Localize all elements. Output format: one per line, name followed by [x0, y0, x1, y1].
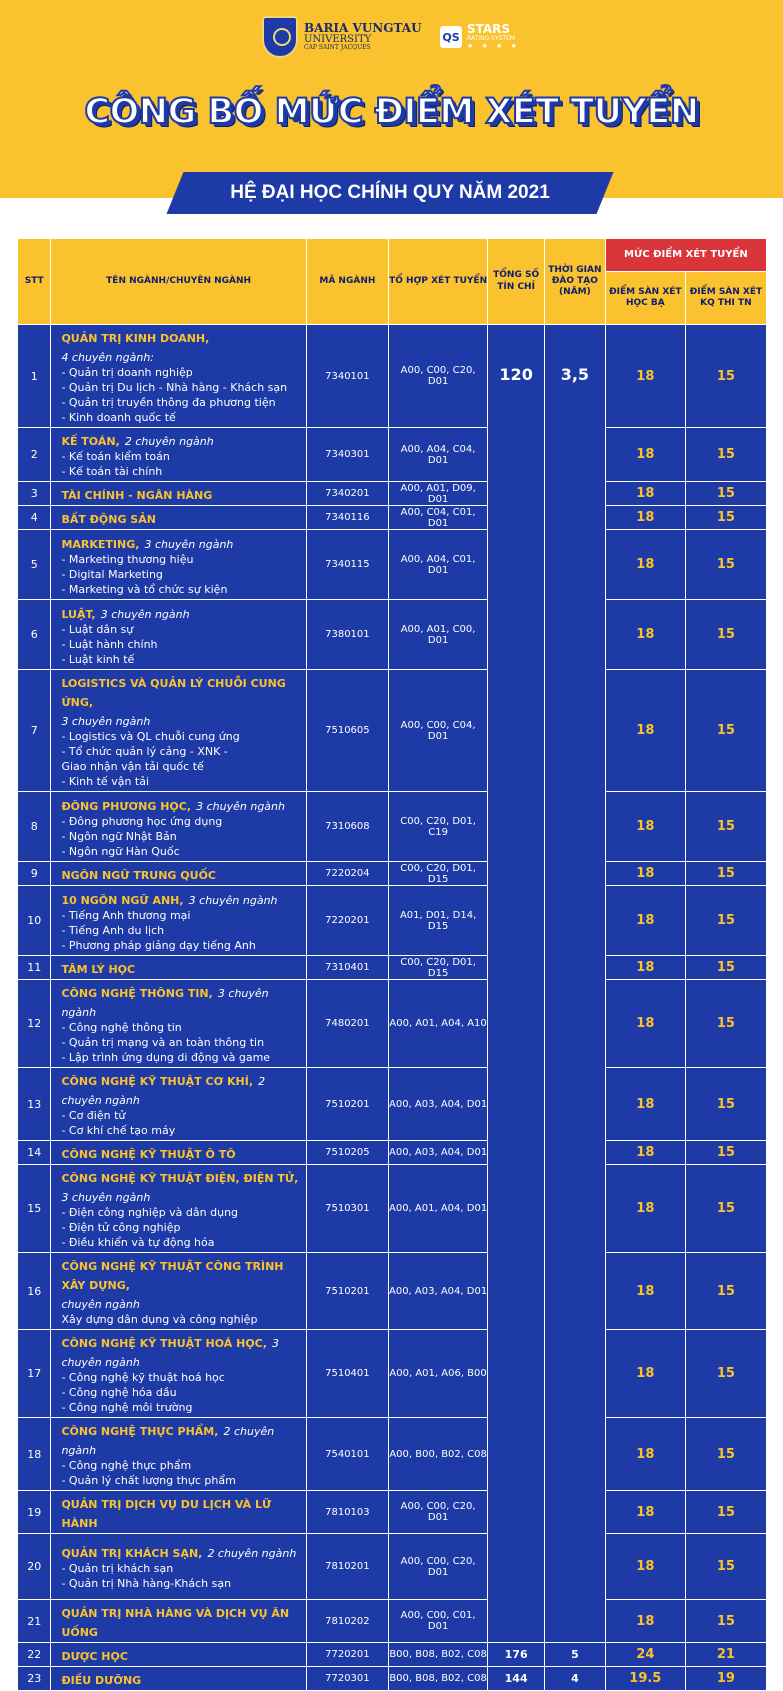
- cell-code: 7540101: [306, 1418, 388, 1491]
- cell-stt: 2: [18, 428, 51, 482]
- cell-score2: 15: [685, 325, 766, 428]
- cell-score2: 15: [685, 506, 766, 530]
- cell-combo: A00, B00, B02, C08: [388, 1418, 487, 1491]
- header-stt: STT: [18, 239, 51, 325]
- specialization-item: - Quản trị mạng và an toàn thông tin: [61, 1036, 265, 1049]
- cell-score1: 18: [605, 862, 685, 886]
- university-tagline: CAP SAINT JACQUES: [304, 44, 371, 52]
- program-name: CÔNG NGHỆ KỸ THUẬT Ô TÔ: [61, 1148, 236, 1161]
- cell-duration-shared: [545, 325, 606, 1643]
- cell-code: 7510205: [306, 1141, 388, 1165]
- specialization-item: - Công nghệ thông tin: [61, 1021, 182, 1034]
- cell-duration: 5: [545, 1643, 606, 1667]
- cell-score1: 18: [605, 325, 685, 428]
- program-note: 4 chuyên ngành:: [61, 351, 155, 364]
- cell-stt: 13: [18, 1068, 51, 1141]
- program-name: TÀI CHÍNH - NGÂN HÀNG: [61, 489, 213, 502]
- cell-score1: 18: [605, 980, 685, 1068]
- cell-score2: 21: [685, 1643, 766, 1667]
- cell-code: 7720301: [306, 1667, 388, 1691]
- cell-credits: 176: [488, 1643, 545, 1667]
- specialization-item: - Tiếng Anh thương mại: [61, 908, 191, 922]
- specialization-item: - Công nghệ hóa dầu: [61, 1386, 177, 1399]
- cell-score2: 15: [685, 980, 766, 1068]
- university-shield-icon: [262, 16, 298, 58]
- qs-stars-icon: QS: [440, 26, 462, 48]
- cell-score1: 18: [605, 1165, 685, 1253]
- cell-combo: A00, A01, D09, D01: [388, 482, 487, 506]
- table-row: [18, 506, 767, 530]
- cell-program: [51, 1643, 306, 1667]
- specialization-item: - Luật dân sự: [61, 622, 134, 636]
- cell-score1: 18: [605, 1141, 685, 1165]
- specialization-item: - Công nghệ môi trường: [61, 1401, 193, 1414]
- table-row: [18, 482, 767, 506]
- header-code: MÃ NGÀNH: [306, 239, 388, 325]
- cell-stt: 6: [18, 600, 51, 670]
- table-row: [18, 1141, 767, 1165]
- cell-score1: 18: [605, 1253, 685, 1330]
- table-row: [18, 670, 767, 792]
- cell-program: [51, 530, 306, 600]
- cell-score1: 19.5: [605, 1667, 685, 1691]
- cell-program: [51, 600, 306, 670]
- cell-code: 7510301: [306, 1165, 388, 1253]
- header-score2: ĐIỂM SÀN XÉT KQ THI TN: [685, 272, 766, 325]
- cell-code: 7340116: [306, 506, 388, 530]
- cell-code: 7480201: [306, 980, 388, 1068]
- university-logo: [262, 14, 422, 60]
- cell-score2: 15: [685, 1418, 766, 1491]
- cell-program: [51, 956, 306, 980]
- program-note: 3 chuyên ngành: [61, 1337, 280, 1369]
- cell-score2: 15: [685, 956, 766, 980]
- cell-stt: 19: [18, 1491, 51, 1534]
- cell-score2: 15: [685, 886, 766, 956]
- cell-combo: C00, C20, D01, D15: [388, 862, 487, 886]
- cell-score2: 15: [685, 1491, 766, 1534]
- specialization-item: - Luật hành chính: [61, 637, 158, 651]
- program-note: 3 chuyên ngành: [61, 715, 151, 728]
- cell-score1: 18: [605, 1418, 685, 1491]
- stars-logo-line3: ★ ★ ★ ★: [467, 42, 520, 51]
- admission-score-table: [17, 238, 767, 1691]
- university-name-line2: UNIVERSITY: [304, 33, 372, 45]
- cell-program: [51, 428, 306, 482]
- program-note: 2 chuyên ngành: [207, 1547, 297, 1560]
- cell-code: 7220201: [306, 886, 388, 956]
- cell-score2: 19: [685, 1667, 766, 1691]
- cell-code: 7310608: [306, 792, 388, 862]
- cell-code: 7510605: [306, 670, 388, 792]
- table-row: [18, 428, 767, 482]
- cell-program: [51, 1418, 306, 1491]
- program-name: BẤT ĐỘNG SẢN: [61, 513, 156, 526]
- program-note: 3 chuyên ngành: [61, 1191, 151, 1204]
- cell-combo: A00, A01, A04, A10: [388, 980, 487, 1068]
- table-body: [18, 325, 767, 1691]
- specialization-item: - Phương pháp giảng dạy tiếng Anh: [61, 938, 256, 952]
- cell-credits: 144: [488, 1667, 545, 1691]
- cell-combo: A00, C00, C20, D01: [388, 1491, 487, 1534]
- cell-combo: A00, C04, C01, D01: [388, 506, 487, 530]
- specialization-item: - Đông phương học ứng dụng: [61, 814, 223, 828]
- cell-score2: 15: [685, 1141, 766, 1165]
- specialization-item: Xây dựng dân dụng và công nghiệp: [61, 1313, 258, 1326]
- header-duration: THỜI GIAN ĐÀO TẠO (NĂM): [545, 239, 606, 325]
- cell-code: 7310401: [306, 956, 388, 980]
- cell-score1: 18: [605, 1600, 685, 1643]
- stars-logo-line2: RATING SYSTEM: [467, 35, 515, 43]
- table-row: [18, 1165, 767, 1253]
- cell-score1: 18: [605, 530, 685, 600]
- cell-combo: A00, A04, C04, D01: [388, 428, 487, 482]
- program-name: QUẢN TRỊ DỊCH VỤ DU LỊCH VÀ LỮ HÀNH: [61, 1498, 272, 1530]
- specialization-item: - Công nghệ thực phẩm: [61, 1459, 192, 1472]
- specialization-item: - Quản trị doanh nghiệp: [61, 366, 193, 379]
- specialization-item: - Kinh tế vận tải: [61, 775, 150, 788]
- cell-stt: 10: [18, 886, 51, 956]
- cell-stt: 22: [18, 1643, 51, 1667]
- specialization-item: - Công nghệ kỹ thuật hoá học: [61, 1371, 225, 1384]
- page-subtitle: HỆ ĐẠI HỌC CHÍNH QUY NĂM 2021: [230, 182, 550, 203]
- program-name: CÔNG NGHỆ THỰC PHẨM,: [61, 1425, 219, 1438]
- program-name: KẾ TOÁN,: [61, 435, 120, 448]
- cell-stt: 9: [18, 862, 51, 886]
- specialization-item: - Tiếng Anh du lịch: [61, 923, 165, 937]
- cell-score2: 15: [685, 1330, 766, 1418]
- cell-program: [51, 670, 306, 792]
- specialization-item: - Điều khiển và tự động hóa: [61, 1236, 215, 1249]
- program-name: NGÔN NGỮ TRUNG QUỐC: [61, 869, 216, 882]
- specialization-item: - Quản trị Du lịch - Nhà hàng - Khách sạn: [61, 381, 288, 394]
- page-title: CÔNG BỐ MỨC ĐIỂM XÉT TUYỂN: [84, 92, 699, 132]
- specialization-item: - Quản trị truyền thông đa phương tiện: [61, 396, 276, 409]
- stars-logo: [440, 14, 520, 60]
- cell-stt: 4: [18, 506, 51, 530]
- specialization-item: - Tổ chức quản lý cảng - XNK -: [61, 745, 228, 758]
- cell-combo: A00, A03, A04, D01: [388, 1141, 487, 1165]
- cell-score1: 18: [605, 600, 685, 670]
- program-name: CÔNG NGHỆ THÔNG TIN,: [61, 987, 213, 1000]
- cell-score1: 24: [605, 1643, 685, 1667]
- table-row: [18, 1330, 767, 1418]
- program-name: LUẬT,: [61, 607, 96, 621]
- cell-code: 7510201: [306, 1253, 388, 1330]
- program-name: 10 NGÔN NGỮ ANH,: [61, 893, 184, 907]
- cell-combo: B00, B08, B02, C08: [388, 1643, 487, 1667]
- specialization-item: - Quản trị khách sạn: [61, 1562, 174, 1575]
- header-score-group: MỨC ĐIỂM XÉT TUYỂN: [605, 239, 766, 272]
- cell-score2: 15: [685, 530, 766, 600]
- cell-score1: 18: [605, 1330, 685, 1418]
- program-note: 3 chuyên ngành: [61, 987, 269, 1019]
- cell-score1: 18: [605, 428, 685, 482]
- cell-code: 7810201: [306, 1534, 388, 1600]
- specialization-item: - Digital Marketing: [61, 567, 163, 581]
- program-name: QUẢN TRỊ KHÁCH SẠN,: [61, 1547, 203, 1560]
- cell-score1: 18: [605, 792, 685, 862]
- table-row: [18, 600, 767, 670]
- header-banner: [0, 0, 783, 198]
- table-row: [18, 1253, 767, 1330]
- cell-stt: 23: [18, 1667, 51, 1691]
- cell-stt: 1: [18, 325, 51, 428]
- program-name: ĐÔNG PHƯƠNG HỌC,: [61, 799, 192, 813]
- cell-combo: A00, A03, A04, D01: [388, 1253, 487, 1330]
- credits-value: 120: [499, 365, 533, 384]
- table-row: [18, 1600, 767, 1643]
- cell-stt: 3: [18, 482, 51, 506]
- program-note: 3 chuyên ngành: [100, 607, 190, 621]
- specialization-item: - Logistics và QL chuỗi cung ứng: [61, 730, 240, 743]
- program-name: CÔNG NGHỆ KỸ THUẬT CƠ KHÍ,: [61, 1075, 254, 1088]
- table-row: [18, 1491, 767, 1534]
- cell-stt: 11: [18, 956, 51, 980]
- cell-program: [51, 862, 306, 886]
- cell-program: [51, 482, 306, 506]
- specialization-item: - Điện công nghiệp và dân dụng: [61, 1206, 239, 1219]
- program-note: 3 chuyên ngành: [196, 799, 285, 813]
- cell-program: [51, 1330, 306, 1418]
- program-note: 2 chuyên ngành: [61, 1425, 275, 1457]
- header-credits: TỔNG SỐ TÍN CHỈ: [488, 239, 545, 325]
- cell-program: [51, 1491, 306, 1534]
- cell-score2: 15: [685, 862, 766, 886]
- cell-score2: 15: [685, 792, 766, 862]
- cell-score2: 15: [685, 482, 766, 506]
- cell-score2: 15: [685, 1253, 766, 1330]
- cell-code: 7340201: [306, 482, 388, 506]
- cell-stt: 8: [18, 792, 51, 862]
- cell-stt: 20: [18, 1534, 51, 1600]
- specialization-item: - Ngôn ngữ Nhật Bản: [61, 829, 177, 843]
- cell-combo: C00, C20, D01, D15: [388, 956, 487, 980]
- cell-combo: A00, C00, C01, D01: [388, 1600, 487, 1643]
- table-row: [18, 325, 767, 428]
- cell-combo: A00, C00, C20, D01: [388, 1534, 487, 1600]
- specialization-item: - Kinh doanh quốc tế: [61, 411, 176, 424]
- program-name: QUẢN TRỊ KINH DOANH,: [61, 332, 210, 345]
- program-name: CÔNG NGHỆ KỸ THUẬT HOÁ HỌC,: [61, 1337, 267, 1350]
- program-note: 3 chuyên ngành: [188, 893, 278, 907]
- table-row: [18, 956, 767, 980]
- table-row: [18, 1068, 767, 1141]
- cell-score1: 18: [605, 1068, 685, 1141]
- cell-stt: 21: [18, 1600, 51, 1643]
- header-score1: ĐIỂM SÀN XÉT HỌC BẠ: [605, 272, 685, 325]
- specialization-item: - Marketing thương hiệu: [61, 552, 194, 566]
- cell-score2: 15: [685, 1165, 766, 1253]
- cell-program: [51, 1068, 306, 1141]
- header-combo: TỔ HỢP XÉT TUYỂN: [388, 239, 487, 325]
- duration-value: 3,5: [560, 365, 590, 384]
- cell-code: 7510201: [306, 1068, 388, 1141]
- specialization-item: - Lập trình ứng dụng di động và game: [61, 1051, 271, 1064]
- cell-program: [51, 1667, 306, 1691]
- specialization-item: - Kế toán tài chính: [61, 465, 163, 478]
- specialization-item: - Điện tử công nghiệp: [61, 1221, 181, 1234]
- cell-combo: B00, B08, B02, C08: [388, 1667, 487, 1691]
- program-name: LOGISTICS VÀ QUẢN LÝ CHUỖI CUNG ỨNG,: [61, 677, 286, 709]
- cell-stt: 17: [18, 1330, 51, 1418]
- specialization-item: - Ngôn ngữ Hàn Quốc: [61, 844, 180, 858]
- stars-logo-line1: STARS: [467, 22, 511, 37]
- program-name: MARKETING,: [61, 537, 140, 551]
- cell-program: [51, 1253, 306, 1330]
- cell-score1: 18: [605, 956, 685, 980]
- cell-program: [51, 886, 306, 956]
- cell-code: 7380101: [306, 600, 388, 670]
- cell-credits-shared: [488, 325, 545, 1643]
- cell-program: [51, 1141, 306, 1165]
- cell-program: [51, 325, 306, 428]
- program-name: TÂM LÝ HỌC: [61, 963, 136, 976]
- table-row: [18, 1643, 767, 1667]
- cell-code: 7720201: [306, 1643, 388, 1667]
- cell-code: 7810202: [306, 1600, 388, 1643]
- university-name-line1: BARIA VUNGTAU: [304, 21, 422, 36]
- cell-stt: 15: [18, 1165, 51, 1253]
- cell-combo: A00, A01, C00, D01: [388, 600, 487, 670]
- table-row: [18, 886, 767, 956]
- cell-program: [51, 980, 306, 1068]
- cell-program: [51, 1600, 306, 1643]
- cell-score2: 15: [685, 1534, 766, 1600]
- cell-code: 7340101: [306, 325, 388, 428]
- cell-score2: 15: [685, 1600, 766, 1643]
- program-name: DƯỢC HỌC: [61, 1650, 128, 1663]
- cell-score2: 15: [685, 670, 766, 792]
- cell-program: [51, 1534, 306, 1600]
- program-name: CÔNG NGHỆ KỸ THUẬT CÔNG TRÌNH XÂY DỰNG,: [61, 1260, 284, 1292]
- cell-code: 7810103: [306, 1491, 388, 1534]
- cell-code: 7340115: [306, 530, 388, 600]
- cell-code: 7340301: [306, 428, 388, 482]
- table-row: [18, 530, 767, 600]
- cell-program: [51, 792, 306, 862]
- cell-stt: 18: [18, 1418, 51, 1491]
- table-row: [18, 792, 767, 862]
- table-row: [18, 862, 767, 886]
- cell-combo: A00, A04, C01, D01: [388, 530, 487, 600]
- cell-combo: A01, D01, D14, D15: [388, 886, 487, 956]
- header-name: TÊN NGÀNH/CHUYÊN NGÀNH: [51, 239, 306, 325]
- cell-score2: 15: [685, 428, 766, 482]
- specialization-item: - Quản lý chất lượng thực phẩm: [61, 1474, 236, 1487]
- cell-stt: 16: [18, 1253, 51, 1330]
- program-name: CÔNG NGHỆ KỸ THUẬT ĐIỆN, ĐIỆN TỬ,: [61, 1172, 299, 1185]
- program-note: 2 chuyên ngành: [124, 435, 214, 448]
- cell-stt: 12: [18, 980, 51, 1068]
- table-row: [18, 1667, 767, 1691]
- cell-duration: 4: [545, 1667, 606, 1691]
- specialization-item: - Marketing và tổ chức sự kiện: [61, 582, 228, 596]
- cell-combo: A00, C00, C04, D01: [388, 670, 487, 792]
- program-name: QUẢN TRỊ NHÀ HÀNG VÀ DỊCH VỤ ĂN UỐNG: [61, 1607, 290, 1639]
- cell-program: [51, 506, 306, 530]
- specialization-item: Giao nhận vận tải quốc tế: [61, 760, 204, 773]
- program-name: ĐIỀU DƯỠNG: [61, 1674, 142, 1687]
- cell-score1: 18: [605, 670, 685, 792]
- cell-stt: 14: [18, 1141, 51, 1165]
- cell-score1: 18: [605, 886, 685, 956]
- cell-stt: 5: [18, 530, 51, 600]
- table-row: [18, 1418, 767, 1491]
- cell-combo: A00, A01, A04, D01: [388, 1165, 487, 1253]
- cell-stt: 7: [18, 670, 51, 792]
- specialization-item: - Kế toán kiểm toán: [61, 450, 170, 463]
- program-note: chuyên ngành: [61, 1298, 140, 1311]
- cell-combo: A00, A01, A06, B00: [388, 1330, 487, 1418]
- specialization-item: - Cơ khí chế tạo máy: [61, 1124, 176, 1137]
- cell-score1: 18: [605, 482, 685, 506]
- cell-score1: 18: [605, 1534, 685, 1600]
- specialization-item: - Quản trị Nhà hàng-Khách sạn: [61, 1577, 232, 1590]
- table-row: [18, 980, 767, 1068]
- specialization-item: - Luật kinh tế: [61, 652, 135, 666]
- cell-combo: C00, C20, D01, C19: [388, 792, 487, 862]
- program-note: 3 chuyên ngành: [144, 537, 234, 551]
- cell-code: 7220204: [306, 862, 388, 886]
- cell-combo: A00, C00, C20, D01: [388, 325, 487, 428]
- cell-score1: 18: [605, 506, 685, 530]
- cell-code: 7510401: [306, 1330, 388, 1418]
- cell-score2: 15: [685, 600, 766, 670]
- table-row: [18, 1534, 767, 1600]
- cell-score2: 15: [685, 1068, 766, 1141]
- cell-score1: 18: [605, 1491, 685, 1534]
- cell-combo: A00, A03, A04, D01: [388, 1068, 487, 1141]
- specialization-item: - Cơ điện tử: [61, 1109, 126, 1122]
- program-note: 2 chuyên ngành: [61, 1075, 266, 1107]
- cell-program: [51, 1165, 306, 1253]
